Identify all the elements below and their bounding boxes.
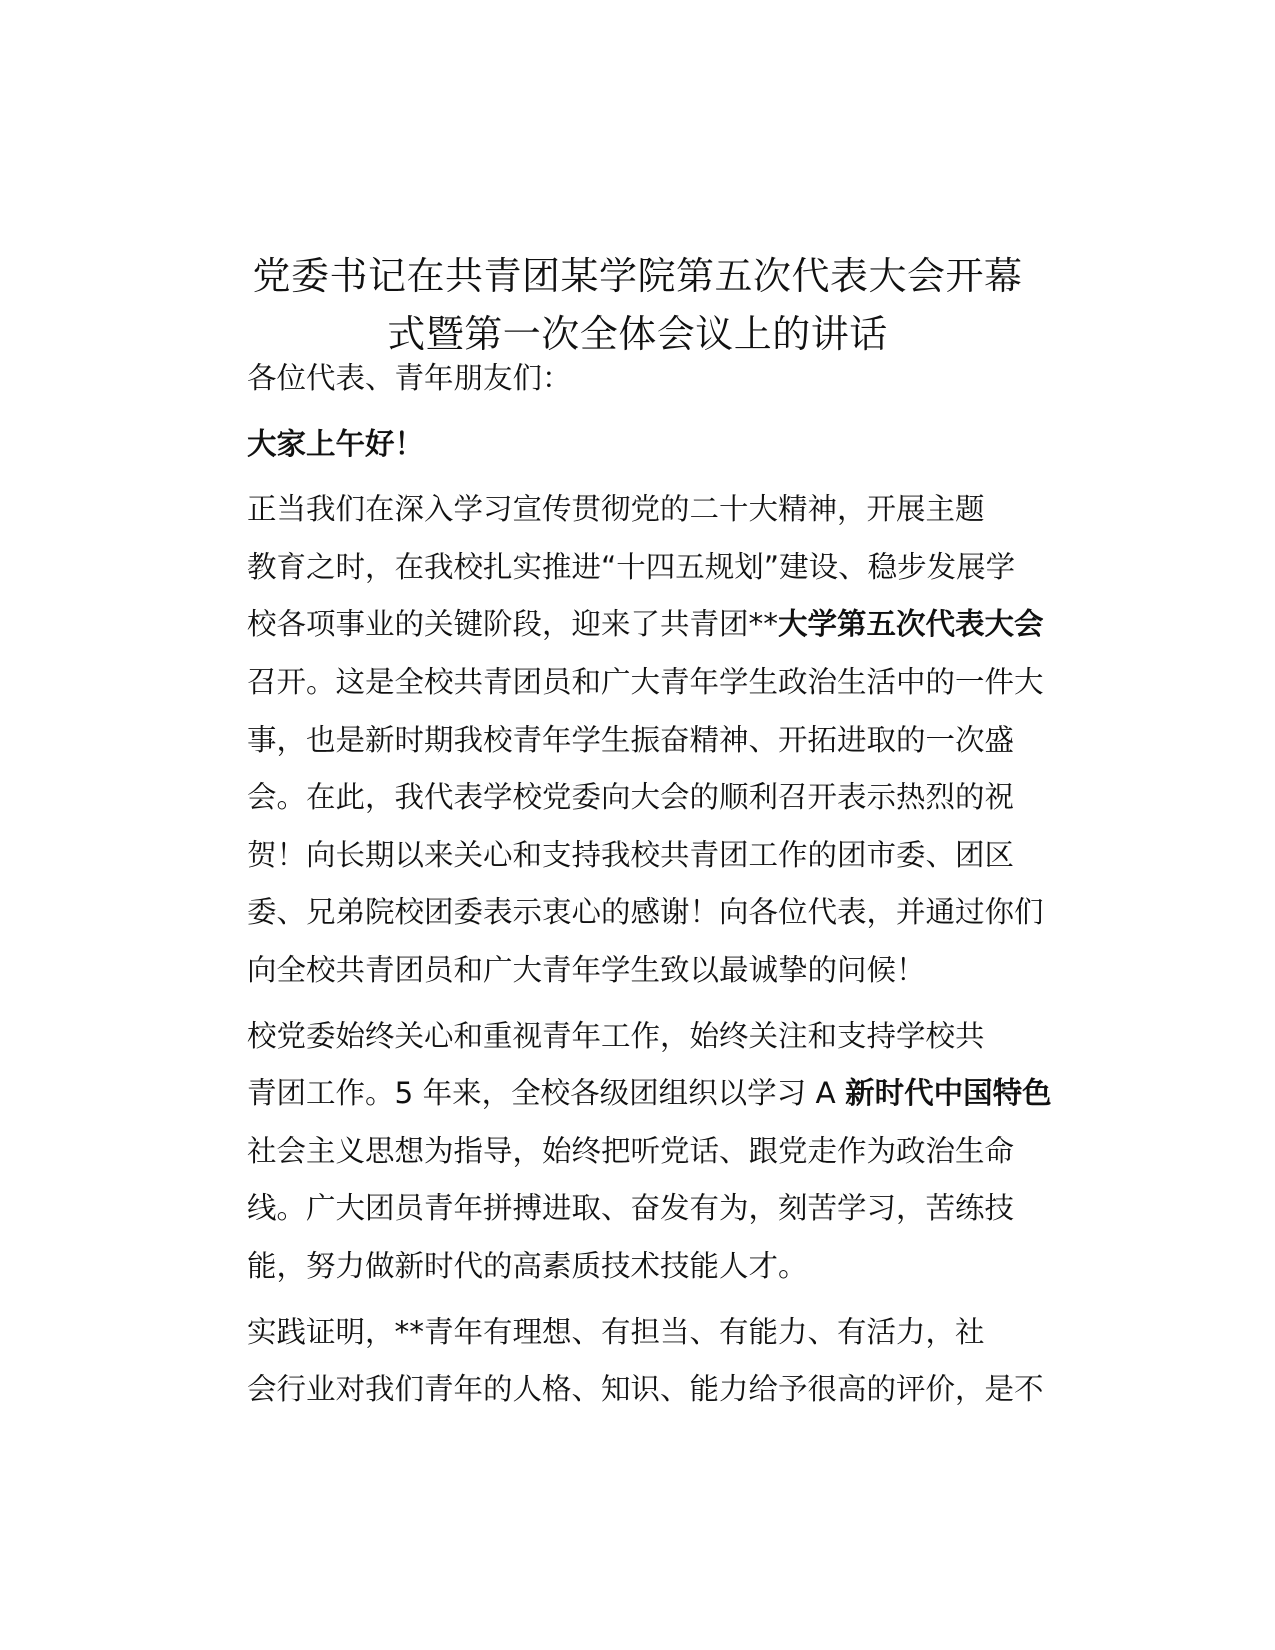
paragraph-1-line-9: 向全校共青团员和广大青年学生致以最诚挚的问候！ — [247, 952, 926, 987]
paragraph-2-line-1: 校党委始终关心和重视青年工作，始终关注和支持学校共 — [247, 1018, 985, 1053]
document-title — [185, 247, 1090, 363]
greeting: 大家上午好！ — [247, 426, 425, 461]
paragraph-1-line-2: 教育之时，在我校扎实推进“十四五规划”建设、稳步发展学 — [247, 549, 1016, 584]
paragraph-3-line-1: 实践证明，**青年有理想、有担当、有能力、有活力，社 — [247, 1314, 985, 1349]
paragraph-1 — [188, 481, 1088, 999]
salutation: 各位代表、青年朋友们： — [247, 361, 572, 395]
document-body — [188, 350, 1088, 1419]
paragraph-1-line-3 — [188, 596, 1088, 654]
paragraph-1-line-8: 委、兄弟院校团委表示衷心的感谢！向各位代表，并通过你们 — [247, 895, 1044, 930]
paragraph-2-line-3: 社会主义思想为指导，始终把听党话、跟党走作为政治生命 — [247, 1133, 1015, 1168]
paragraph-1-line-1: 正当我们在深入学习宣传贯彻党的二十大精神，开展主题 — [247, 492, 985, 527]
paragraph-2-bold-fragment: 新时代中国特色 — [845, 1076, 1052, 1111]
paragraph-2-line-2-text: 青团工作。5 年来，全校各级团组织以学习 A — [247, 1076, 846, 1111]
paragraph-2 — [188, 1008, 1088, 1296]
paragraph-2-line-2 — [188, 1065, 1088, 1123]
title-line-2: 式暨第一次全体会议上的讲话 — [387, 312, 888, 357]
paragraph-1-line-4: 召开。这是全校共青团员和广大青年学生政治生活中的一件大 — [247, 664, 1044, 699]
paragraph-1-line-6: 会。在此，我代表学校党委向大会的顺利召开表示热烈的祝 — [247, 780, 1015, 815]
paragraph-1-line-7: 贺！向长期以来关心和支持我校共青团工作的团市委、团区 — [247, 837, 1015, 872]
paragraph-3 — [188, 1304, 1088, 1419]
paragraph-1-line-5: 事，也是新时期我校青年学生振奋精神、开拓进取的一次盛 — [247, 722, 1015, 757]
paragraph-1-line-3-text: 校各项事业的关键阶段，迎来了共青团** — [247, 607, 779, 642]
paragraph-2-line-4: 线。广大团员青年拼搏进取、奋发有为，刻苦学习，苦练技 — [247, 1191, 1015, 1226]
title-line-1: 党委书记在共青团某学院第五次代表大会开幕 — [252, 254, 1023, 299]
paragraph-2-line-5: 能，努力做新时代的高素质技术技能人才。 — [247, 1248, 808, 1283]
paragraph-1-bold-fragment: 大学第五次代表大会 — [778, 607, 1044, 642]
paragraph-3-line-2: 会行业对我们青年的人格、知识、能力给予很高的评价，是不 — [247, 1372, 1044, 1407]
